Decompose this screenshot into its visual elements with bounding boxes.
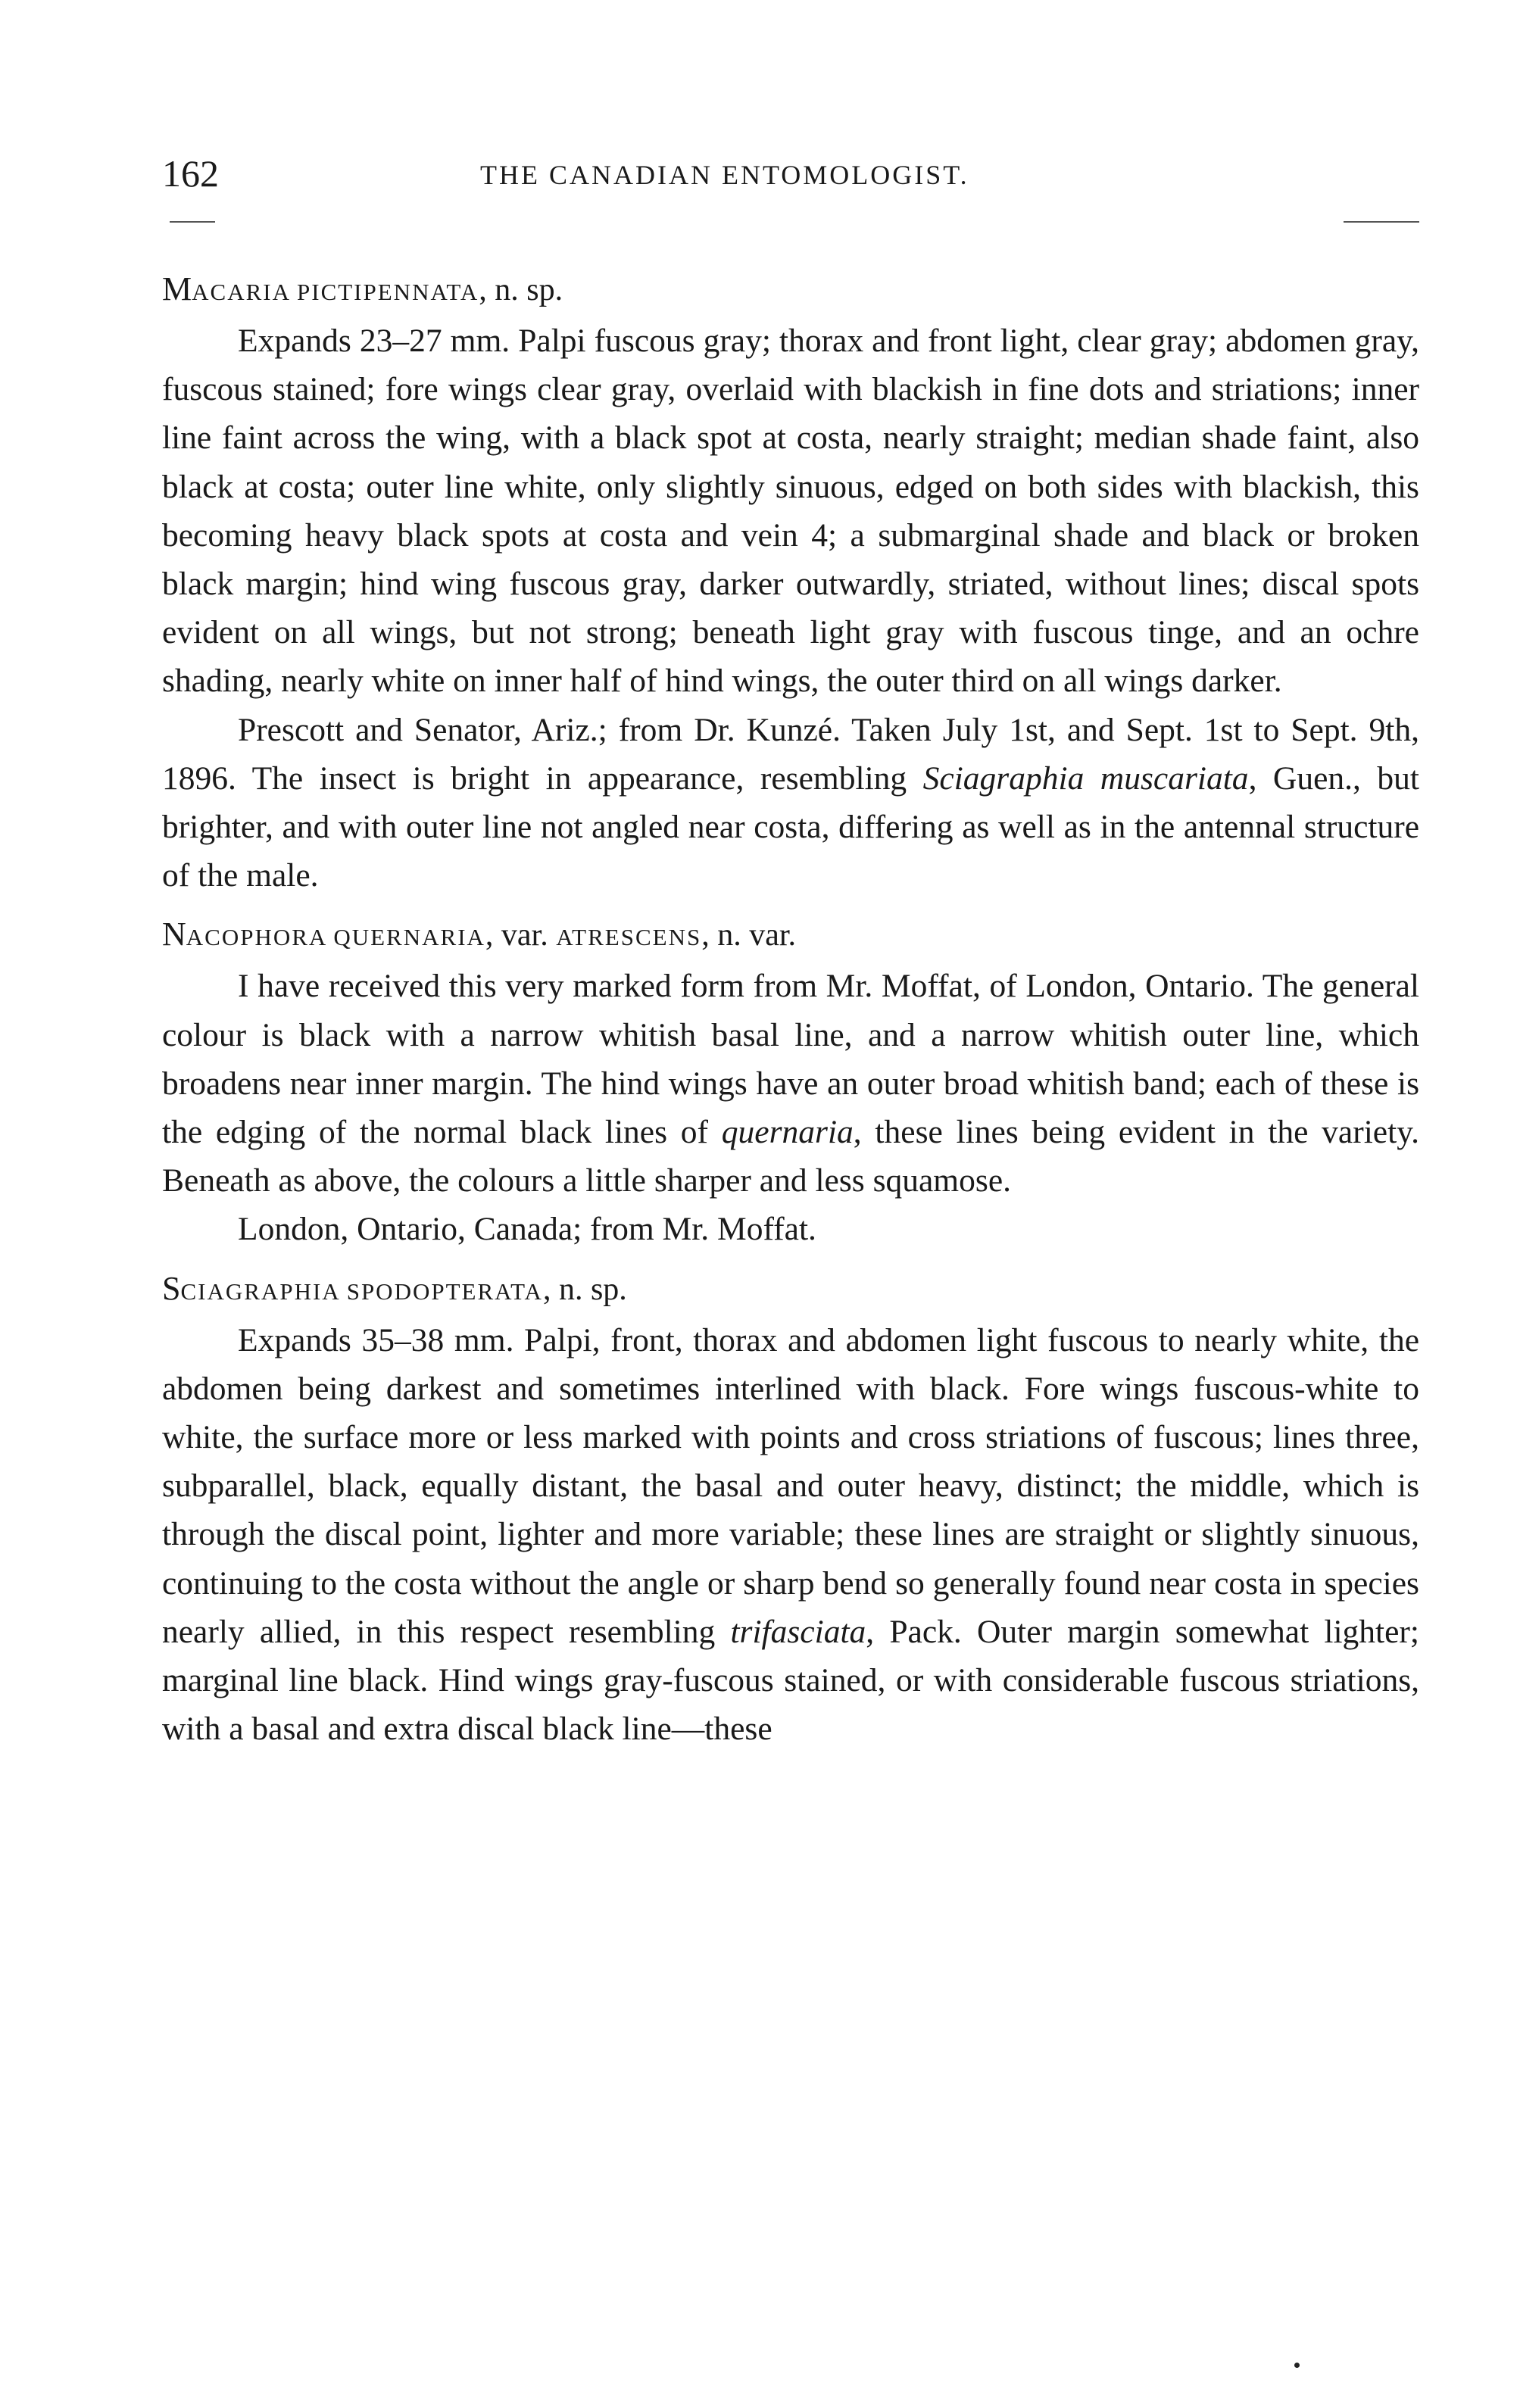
- journal-title: THE CANADIAN ENTOMOLOGIST.: [480, 160, 969, 190]
- species-italic: Sciagraphia muscariata: [922, 760, 1249, 797]
- locality-text-b: , Guen., but brighter, and with outer line not angled near costa, differing as well as in the antennal structure of the male.: [162, 760, 1419, 894]
- heading-variety: ATRESCENS: [556, 924, 702, 951]
- species-italic: quernaria: [721, 1114, 854, 1151]
- locality-macaria: [162, 706, 1419, 900]
- heading-suffix: , n. sp.: [542, 1271, 627, 1307]
- description-text-a: Expands 35–38 mm. Palpi, front, thorax and abdomen light fuscous to nearly white, the abdomen being darkest and sometimes interlined with black. Fore wings fuscous-white to white, the surface more or less marked with points and cross striations of fuscous; lines three, subparallel, black, equally distant, the basal and outer heavy, distinct; the middle, which is through the discal point, lighter and more variable; these lines are straight or slightly sinuous, continuing to the costa without the angle or sharp bend so generally found near costa in species nearly allied, in this respect resembling: [162, 1321, 1419, 1650]
- heading-initial: S: [162, 1269, 181, 1307]
- locality-nacophora: London, Ontario, Canada; from Mr. Moffat.: [238, 1211, 816, 1248]
- description-macaria: Expands 23–27 mm. Palpi fuscous gray; thorax and front light, clear gray; abdomen gray, fuscous stained; fore wings clear gray, overlaid with blackish in fine dots and striations; inner line faint across the wing, with a black spot at costa, nearly straight; median shade faint, also black at costa; outer line white, only slightly sinuous, edged on both sides with blackish, this becoming heavy black spots at costa and vein 4; a submarginal shade and black or broken black margin; hind wing fuscous gray, darker outwardly, striated, without lines; discal spots evident on all wings, but not strong; beneath light gray with fuscous tinge, and an ochre shading, nearly white on inner half of hind wings, the outer third on all wings darker.: [162, 323, 1419, 700]
- page-content: [162, 265, 1419, 1753]
- running-head: [162, 151, 1419, 204]
- description-text-b: , Pack. Outer margin somewhat lighter; marginal line black. Hind wings gray-fuscous stained, or with considerable fuscous striations, with a basal and extra discal black line—these: [162, 1613, 1419, 1748]
- heading-name: ACARIA PICTIPENNATA: [192, 279, 479, 305]
- locality-text-a: Prescott and Senator, Ariz.; from Dr. Kunzé. Taken July 1st, and Sept. 1st to Sept. 9th, 1896. The insect is bright in appearance, resembling: [162, 711, 1419, 797]
- header-rule-right: [1344, 221, 1419, 223]
- book-page: [162, 151, 1419, 1748]
- description-nacophora: [162, 962, 1419, 1205]
- description-text-a: I have received this very marked form from Mr. Moffat, of London, Ontario. The general colour is black with a narrow whitish basal line, and a narrow whitish outer line, which broadens near inner margin. The hind wings have an outer broad whitish band; each of these is the edging of the normal black lines of: [162, 968, 1419, 1151]
- description-text-b: , these lines being evident in the variety. Beneath as above, the colours a little sharper and less squamose.: [162, 1114, 1419, 1199]
- heading-name: ACOPHORA QUERNARIA: [186, 924, 485, 951]
- species-heading-sciagraphia: [162, 1265, 1419, 1316]
- heading-initial: M: [162, 270, 192, 307]
- heading-name: CIAGRAPHIA SPODOPTERATA: [180, 1277, 543, 1305]
- header-rule-left: [170, 221, 215, 223]
- species-italic: trifasciata: [730, 1613, 866, 1650]
- species-heading-nacophora: [162, 910, 1419, 962]
- description-sciagraphia: [162, 1316, 1419, 1754]
- heading-suffix: , var.: [485, 918, 557, 953]
- heading-initial: N: [162, 915, 186, 953]
- heading-suffix: , n. sp.: [479, 273, 563, 307]
- species-heading-macaria: [162, 265, 1419, 317]
- page-number: 162: [162, 152, 219, 195]
- stray-mark: [1294, 2363, 1300, 2368]
- heading-suffix-2: , n. var.: [701, 918, 797, 953]
